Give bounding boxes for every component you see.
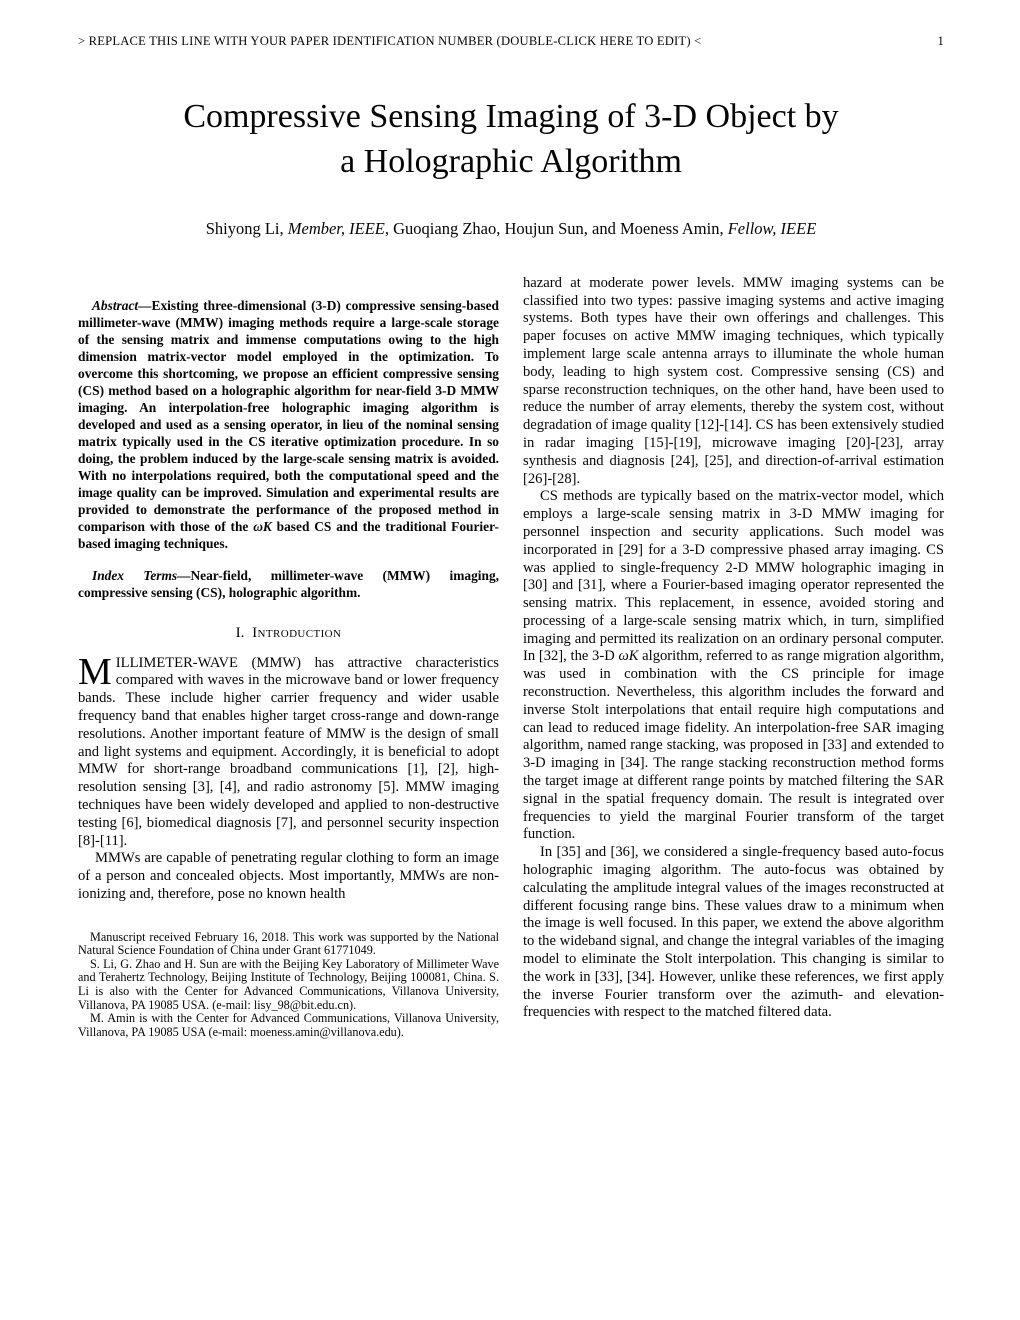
intro-paragraph-1-text: ILLIMETER-WAVE (MMW) has attractive characteristics compared with waves in the microwave band or lower frequency bands. These include higher carrier frequency and wider usable frequency band that enables higher target cross-range and down-range resolutions. Another important feature of MMW is the design of small and light systems and equipment. Accordingly, it is beneficial to adopt MMW for short-range broadband communications [1], [2], high-resolution sensing [3], [4], and radio astronomy [5]. MMW imaging techniques have been widely developed and applied to non-destructive testing [6], biomedical diagnosis [7], and personnel security inspection [8]-[11]. (78, 654, 499, 849)
first-page-footnote (78, 931, 499, 1040)
section-heading-introduction (78, 624, 499, 642)
intro-paragraph-2: MMWs are capable of penetrating regular clothing to form an image of a person and concealed objects. Most importantly, MMWs are non-ionizing and, therefore, pose no known health (78, 850, 499, 902)
page-number: 1 (937, 34, 944, 48)
section-number: I. (235, 623, 245, 641)
author-line: Shiyong Li, Member, IEEE, Guoqiang Zhao, Houjun Sun, and Moeness Amin, Fellow, IEEE (205, 218, 817, 238)
abstract: Abstract—Existing three-dimensional (3-D) compressive sensing-based millimeter-wave (MMW) imaging methods require a large-scale storage of the sensing matrix and immense computations owing to the high dimension matrix-vector model employed in the optimization. To overcome this shortcoming, we propose an efficient compressive sensing (CS) method based on a holographic algorithm for near-field 3-D MMW imaging. An interpolation-free holographic imaging algorithm is developed and used as a sensing operator, in lieu of the nominal sensing matrix typically used in the CS iterative optimization procedure. In so doing, the problem induced by the large-scale sensing matrix is avoided. With no interpolations required, both the computational speed and the image quality can be improved. Simulation and experimental results are provided to demonstrate the performance of the proposed method in comparison with those of the ωK based CS and the traditional Fourier-based imaging techniques. (78, 297, 499, 551)
left-column (78, 275, 499, 1040)
paper-title-line-2: a Holographic Algorithm (340, 142, 682, 180)
body-paragraph-autofocus: In [35] and [36], we considered a single-frequency based auto-focus holographic imaging algorithm. The auto-focus was obtained by calculating the amplitude integral values of the images reconstructed at different focusing range bins. These values draw to a minimum when the image is well focused. In this paper, we extend the above algorithm to the wideband signal, and change the integral variables of the imaging model to eliminate the Stolt interpolation. This changing is similar to the work in [33], [34]. However, unlike these references, we first apply the inverse Fourier transform over the azimuth- and elevation-frequencies with respect to the matched filtered data. (523, 844, 944, 1021)
paper-title-line-1: Compressive Sensing Imaging of 3-D Object by (183, 98, 839, 135)
intro-paragraph-1 (78, 650, 499, 851)
body-paragraph-cs-methods: CS methods are typically based on the matrix-vector model, which employs a large-scale sensing matrix in 3-D MMW imaging for personnel inspection and security applications. Such model was incorporated in [29] for a 3-D compressive phased array imaging. CS was applied to single-frequency 2-D MMW holographic imaging in [30] and [31], where a Fourier-based imaging operator represented the sensing matrix. This replacement, in essence, avoided storing and processing of a large-scale sensing matrix which, in turn, simplified imaging and permitted its realization on an ordinary personal computer. In [32], the 3-D ωK algorithm, referred to as range migration algorithm, was used in combination with the CS principle for image reconstruction. Nevertheless, this algorithm includes the forward and inverse Stolt interpolations that entail require high computations and can lead to reduced image fidelity. An interpolation-free SAR imaging algorithm, named range stacking, was proposed in [33] and extended to 3-D imaging in [34]. The range stacking reconstruction method forms the target image at different range points by matched filtering the SAR signal in the spatial frequency domain. The result is integrated over frequencies to yield the marginal Fourier transform of the target function. (523, 488, 944, 843)
two-column-body (78, 275, 944, 1040)
footnote-affiliation-1: S. Li, G. Zhao and H. Sun are with the Beijing Key Laboratory of Millimeter Wave and Terahertz Technology, Beijing Institute of Technology, Beijing 100081, China. S. Li is also with the Center for Advanced Communications, Villanova University, Villanova, PA 19085 USA. (e-mail: lisy_98@bit.edu.cn). (78, 956, 499, 1012)
running-title: > REPLACE THIS LINE WITH YOUR PAPER IDENTIFICATION NUMBER (DOUBLE-CLICK HERE TO EDIT) < (78, 34, 702, 48)
footnote-manuscript: Manuscript received February 16, 2018. This work was supported by the National Natural Science Foundation of China under Grant 61771049. (78, 929, 499, 958)
running-header (78, 34, 944, 49)
right-column (523, 275, 944, 1040)
drop-cap: M (78, 650, 112, 693)
index-terms: Index Terms—Near-field, millimeter-wave (MMW) imaging, compressive sensing (CS), holographic algorithm. (78, 567, 499, 600)
paper-title (78, 95, 944, 185)
footnote-affiliation-2: M. Amin is with the Center for Advanced Communications, Villanova University, Villanova, PA 19085 USA (e-mail: moeness.amin@villanova.edu). (78, 1011, 499, 1039)
body-paragraph-continuation: hazard at moderate power levels. MMW imaging systems can be classified into two types: passive imaging systems and active imaging systems. Both types have their own offerings and challenges. This paper focuses on active MMW imaging techniques, which typically implement large scale antenna arrays to illuminate the whole human body, leading to high system cost. Compressive sensing (CS) and sparse reconstruction techniques, on the other hand, have been used to reduce the number of array elements, thereby the system cost, without degradation of image quality [12]-[14]. CS has been extensively studied in radar imaging [15]-[19], microwave imaging [20]-[23], array synthesis and diagnosis [24], [25], and direction-of-arrival estimation [26]-[28]. (523, 274, 944, 487)
section-title: Introduction (252, 623, 342, 641)
